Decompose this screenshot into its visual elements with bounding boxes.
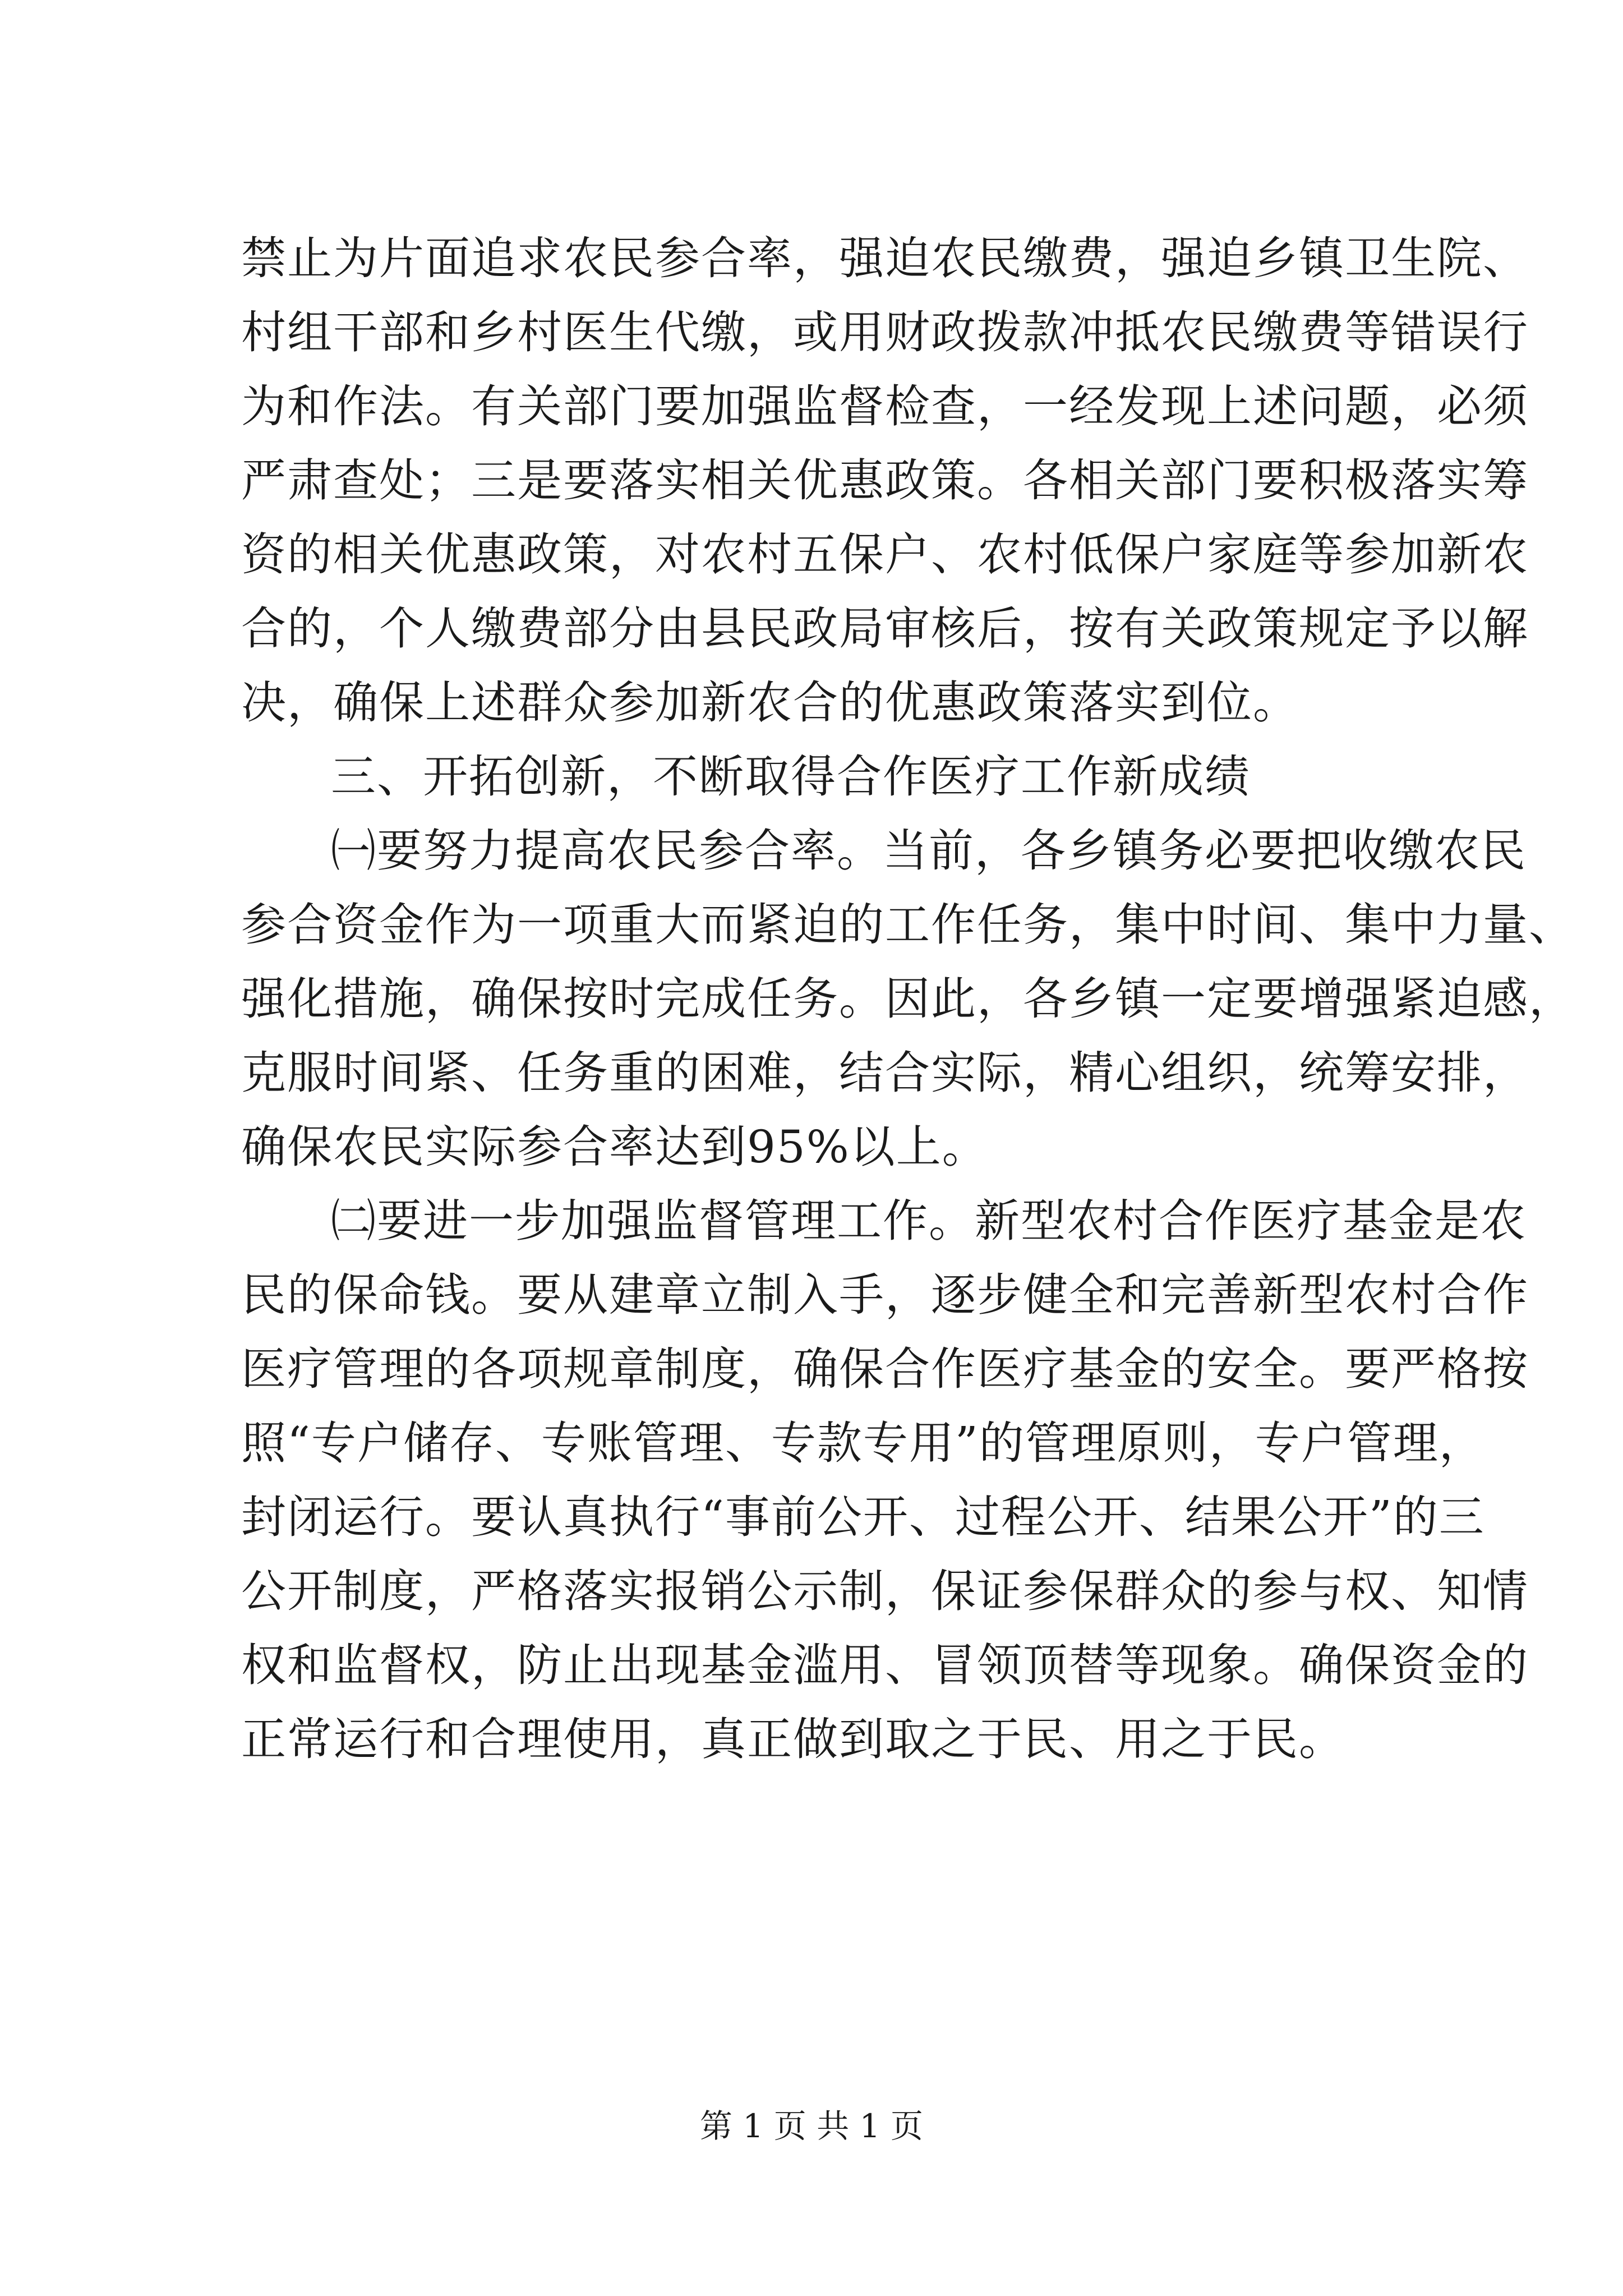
document-body <box>241 222 1575 1777</box>
text-line: 严肃查处；三是要落实相关优惠政策。各相关部门要积极落实筹 <box>241 454 1529 507</box>
text-line: 民的保命钱。要从建章立制入手，逐步健全和完善新型农村合作 <box>241 1269 1529 1321</box>
text-line: 村组干部和乡村医生代缴，或用财政拨款冲抵农民缴费等错误行 <box>241 306 1529 358</box>
text-line: 克服时间紧、任务重的困难，结合实际，精心组织，统筹安排， <box>241 1047 1529 1099</box>
text-line: 封闭运行。要认真执行“事前公开、过程公开、结果公开”的三 <box>241 1491 1485 1543</box>
text-line: ㈡要进一步加强监督管理工作。新型农村合作医疗基金是农 <box>331 1195 1527 1247</box>
text-line: 资的相关优惠政策，对农村五保户、农村低保户家庭等参加新农 <box>241 528 1529 581</box>
text-line: 合的，个人缴费部分由县民政局审核后，按有关政策规定予以解 <box>241 602 1529 655</box>
text-line: 医疗管理的各项规章制度，确保合作医疗基金的安全。要严格按 <box>241 1343 1529 1395</box>
text-line: 为和作法。有关部门要加强监督检查，一经发现上述问题，必须 <box>241 380 1529 432</box>
page-number-footer: 第 1 页 共 1 页 <box>700 2107 923 2145</box>
text-line: 权和监督权，防止出现基金滥用、冒领顶替等现象。确保资金的 <box>241 1639 1529 1691</box>
text-line: 参合资金作为一项重大而紧迫的工作任务，集中时间、集中力量、 <box>241 899 1575 951</box>
text-line: 决，确保上述群众参加新农合的优惠政策落实到位。 <box>241 677 1299 729</box>
text-line: 确保农民实际参合率达到95%以上。 <box>241 1121 988 1173</box>
text-line: ㈠要努力提高农民参合率。当前，各乡镇务必要把收缴农民 <box>331 825 1527 877</box>
text-line: 强化措施，确保按时完成任务。因此，各乡镇一定要增强紧迫感， <box>241 973 1575 1025</box>
text-line: 公开制度，严格落实报销公示制，保证参保群众的参与权、知情 <box>241 1565 1529 1617</box>
text-line: 照“专户储存、专账管理、专款专用”的管理原则，专户管理， <box>241 1417 1485 1469</box>
text-line: 正常运行和合理使用，真正做到取之于民、用之于民。 <box>241 1713 1345 1765</box>
section-heading: 三、开拓创新，不断取得合作医疗工作新成绩 <box>331 751 1251 803</box>
text-line: 禁止为片面追求农民参合率，强迫农民缴费，强迫乡镇卫生院、 <box>241 232 1529 284</box>
